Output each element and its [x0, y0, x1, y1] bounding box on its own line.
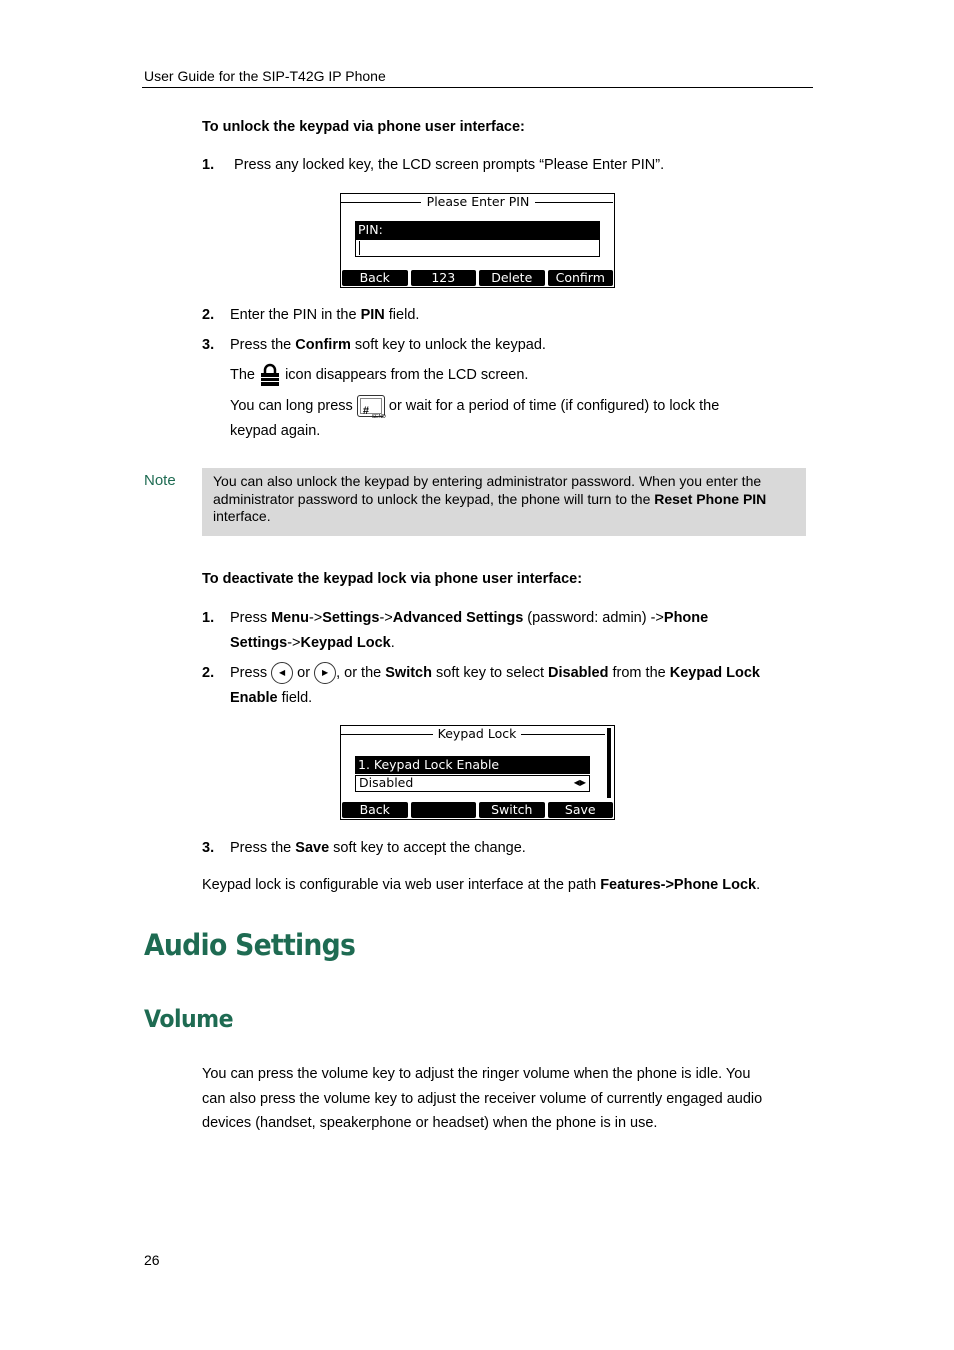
line-pre: The	[230, 367, 255, 383]
lcd-enter-pin-screen	[340, 193, 615, 288]
menu-path-settings-2: Settings	[230, 634, 288, 651]
menu-path-menu: Menu	[271, 610, 309, 626]
softkey-confirm[interactable]: Confirm	[548, 270, 614, 286]
lock-icon	[259, 363, 281, 387]
volume-line-2: can also press the volume key to adjust the receiver volume of currently engaged audio	[202, 1090, 763, 1107]
relock-line2: keypad again.	[230, 422, 321, 439]
lcd-value-field[interactable]	[355, 775, 590, 792]
line-post: icon disappears from the LCD screen.	[285, 367, 529, 383]
lcd-item-bar[interactable]: 1. Keypad Lock Enable	[355, 756, 590, 774]
note-label: Note	[144, 472, 176, 489]
path-arrow: ->	[379, 610, 393, 626]
step-text: Press	[230, 610, 272, 626]
unlock-heading: To unlock the keypad via phone user interface:	[202, 119, 525, 135]
lcd-scrollbar[interactable]	[607, 728, 611, 798]
step-number: 1.	[202, 157, 215, 173]
lock-icon-line	[230, 363, 528, 388]
deactivate-step-1	[202, 606, 802, 655]
step-text-or: or	[297, 665, 311, 681]
step-text-pre: Press the	[230, 337, 296, 353]
step-text-pre: Press the	[230, 840, 296, 856]
note-line-2-bold: Reset Phone PIN	[654, 490, 767, 507]
menu-path-settings: Settings	[322, 610, 380, 626]
step-text-post: soft key to unlock the keypad.	[350, 337, 546, 353]
volume-heading: Volume	[144, 1005, 234, 1033]
page-number: 26	[144, 1252, 160, 1268]
softkey-123[interactable]: 123	[411, 270, 477, 286]
relock-paragraph	[230, 394, 800, 443]
password-hint: (password: admin) ->	[523, 610, 664, 626]
step-text-post: field.	[384, 307, 420, 323]
note-box	[202, 468, 806, 536]
step-text: Press	[230, 665, 268, 681]
step-text: , or the	[336, 665, 386, 681]
step-number: 3.	[202, 337, 215, 353]
step-number: 1.	[202, 610, 215, 626]
path-arrow: ->	[308, 610, 323, 626]
lcd-pin-label-bar: PIN:	[355, 221, 600, 239]
unlock-step-3	[202, 333, 546, 358]
softkey-save[interactable]: Save	[548, 802, 614, 818]
audio-settings-heading: Audio Settings	[144, 928, 356, 962]
softkey-switch[interactable]: Switch	[479, 802, 545, 818]
hash-key-sub: SEND	[371, 414, 386, 421]
web-pre: Keypad lock is configurable via web user interface at the path	[202, 877, 601, 893]
hash-send-key-icon	[357, 395, 386, 421]
step-text: field.	[277, 689, 313, 706]
softkey-back[interactable]: Back	[342, 802, 408, 818]
web-post: .	[756, 877, 761, 893]
path-end: .	[390, 634, 395, 651]
unlock-step-1	[202, 153, 664, 178]
note-line-3: interface.	[213, 508, 271, 524]
web-path: Features->Phone Lock	[600, 877, 757, 893]
menu-path-keypad-lock: Keypad Lock	[300, 634, 391, 651]
note-line-2	[213, 491, 795, 509]
volume-line-1: You can press the volume key to adjust the ringer volume when the phone is idle. You	[202, 1066, 751, 1082]
step-number: 2.	[202, 307, 215, 323]
step-text-bold: PIN	[360, 307, 385, 323]
enable-label: Enable	[230, 689, 278, 706]
lcd-keypad-lock-screen	[340, 725, 615, 820]
step-number: 3.	[202, 840, 215, 856]
lcd-pin-input	[355, 239, 600, 257]
lcd-title: Please Enter PIN	[421, 194, 535, 209]
deactivate-step-3	[202, 836, 526, 861]
lcd-title: Keypad Lock	[433, 726, 521, 741]
running-header: User Guide for the SIP-T42G IP Phone	[144, 68, 386, 84]
step-number: 2.	[202, 665, 215, 681]
menu-path-phone: Phone	[663, 610, 709, 626]
right-navigation-key-icon: ▶	[314, 662, 336, 684]
left-right-arrows-icon: ◀▶	[573, 778, 586, 787]
step-text-pre: Enter the PIN in the	[230, 307, 361, 323]
lcd-value: Disabled	[359, 775, 414, 790]
step-text: soft key to select	[431, 665, 549, 681]
path-arrow: ->	[287, 634, 301, 651]
step-text-post: soft key to accept the change.	[329, 840, 526, 856]
header-rule	[142, 87, 813, 88]
volume-line-3: devices (handset, speakerphone or headset) when the phone is in use.	[202, 1115, 658, 1131]
volume-paragraph	[202, 1062, 822, 1136]
lcd-softkeys	[342, 802, 613, 818]
disabled-label: Disabled	[548, 665, 609, 681]
step-text: Press any locked key, the LCD screen prompts “Please Enter PIN”.	[234, 157, 665, 173]
unlock-step-2	[202, 303, 419, 328]
step-text-bold: Confirm	[295, 337, 351, 353]
step-text-bold: Save	[295, 840, 330, 856]
relock-pre: You can long press	[230, 398, 353, 414]
deactivate-heading: To deactivate the keypad lock via phone user interface:	[202, 571, 583, 587]
step-text: from the	[608, 665, 670, 681]
softkey-delete[interactable]: Delete	[479, 270, 545, 286]
left-navigation-key-icon: ◀	[271, 662, 293, 684]
softkey-back[interactable]: Back	[342, 270, 408, 286]
lcd-softkeys	[342, 270, 613, 286]
note-line-1: You can also unlock the keypad by entering administrator password. When you enter the	[213, 473, 762, 489]
switch-label: Switch	[385, 665, 432, 681]
web-config-paragraph	[202, 873, 760, 898]
softkey-empty[interactable]	[411, 802, 477, 818]
deactivate-step-2	[202, 661, 802, 710]
text-cursor	[359, 241, 360, 255]
relock-post: or wait for a period of time (if configured) to lock the	[388, 398, 720, 414]
note-line-2-pre: administrator password to unlock the keypad, the phone will turn to the	[213, 490, 655, 507]
hash-key-label: #	[362, 405, 369, 418]
menu-path-advanced: Advanced Settings	[392, 610, 524, 626]
keypad-lock-label: Keypad Lock	[669, 665, 760, 681]
